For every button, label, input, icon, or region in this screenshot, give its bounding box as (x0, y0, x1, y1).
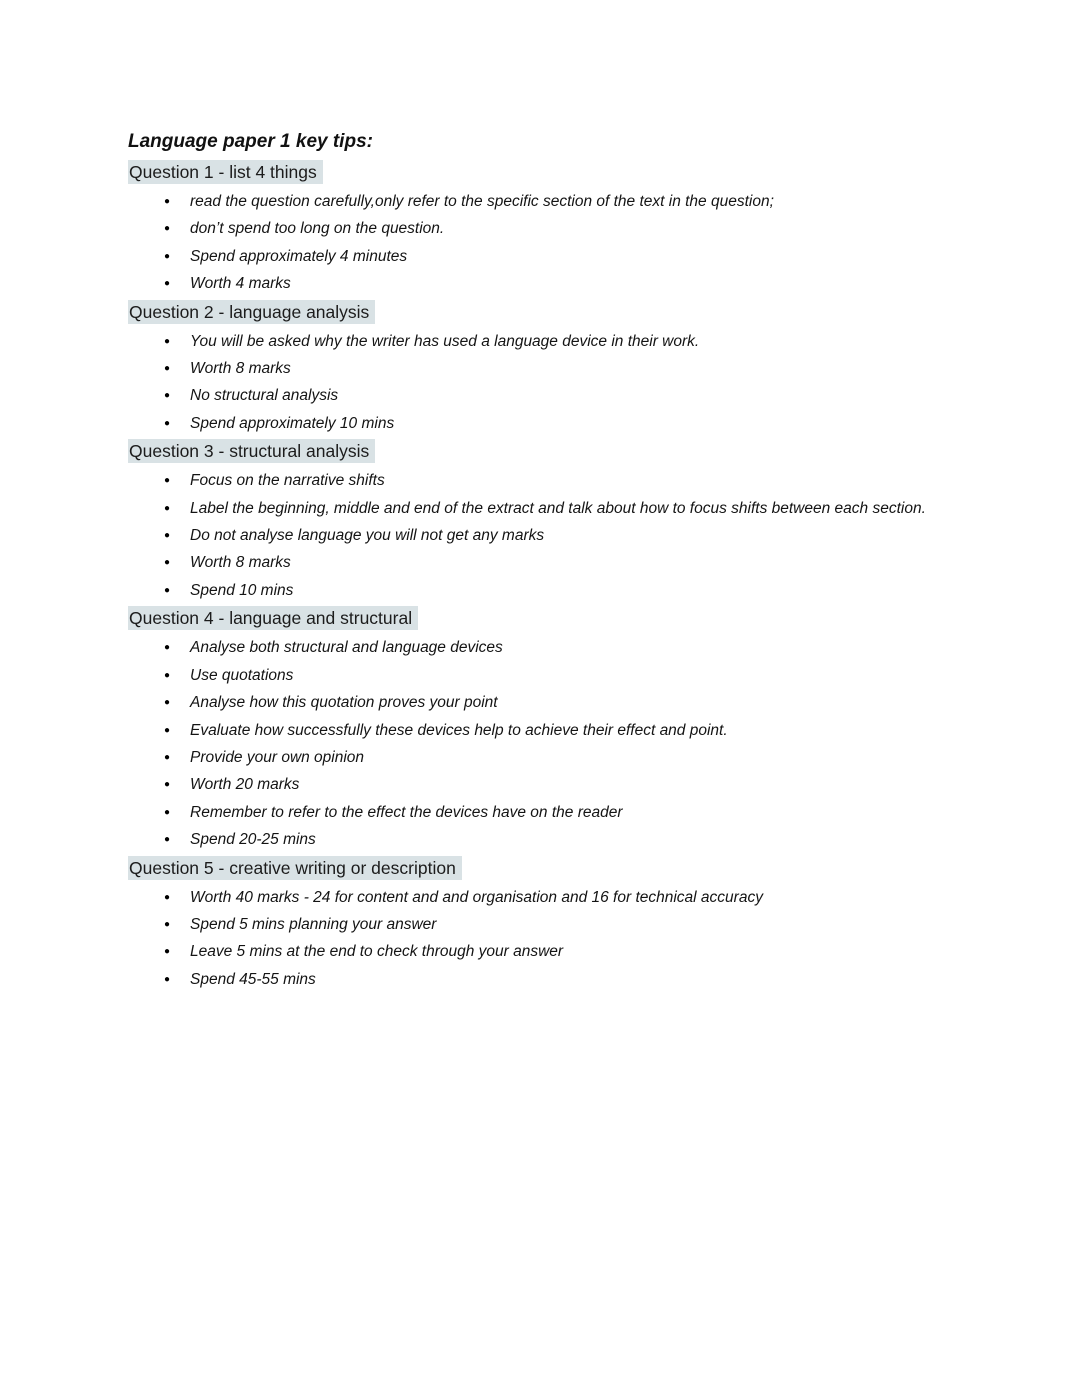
bullet-item (128, 549, 954, 576)
bullet-text: Analyse how this quotation proves your point (190, 694, 498, 712)
bullet-list (128, 188, 954, 298)
bullet-icon: ● (164, 806, 171, 818)
bullet-text: Worth 8 marks (190, 554, 291, 572)
bullet-item (128, 243, 954, 270)
bullet-text: Analyse both structural and language devices (190, 639, 503, 657)
bullet-icon: ● (164, 250, 171, 262)
bullet-item (128, 382, 954, 409)
bullet-icon: ● (164, 557, 171, 569)
bullet-item (128, 270, 954, 297)
bullet-icon: ● (164, 278, 171, 290)
bullet-text: Use quotations (190, 666, 294, 684)
bullet-icon: ● (164, 530, 171, 542)
bullet-text: read the question carefully,only refer to the specific section of the text in the question; (190, 193, 774, 210)
question-section (128, 854, 954, 994)
bullet-list (128, 467, 954, 604)
bullet-text: No structural analysis (190, 387, 339, 405)
section-heading: Question 2 - language analysis (128, 300, 375, 324)
bullet-item (128, 717, 954, 744)
bullet-text: Spend approximately 4 minutes (190, 247, 408, 265)
bullet-item (128, 744, 954, 771)
bullet-text: Provide your own opinion (190, 748, 365, 766)
bullet-item (128, 966, 954, 993)
bullet-item (128, 634, 954, 661)
bullet-item (128, 911, 954, 938)
bullet-item (128, 188, 954, 215)
section-heading: Question 5 - creative writing or description (128, 856, 462, 880)
question-section (128, 298, 954, 438)
bullet-list (128, 884, 954, 994)
question-section (128, 437, 954, 604)
bullet-text: don’t spend too long on the question. (190, 220, 445, 238)
bullet-item (128, 577, 954, 604)
bullet-item (128, 799, 954, 826)
bullet-icon: ● (164, 973, 171, 985)
section-heading: Question 3 - structural analysis (128, 439, 375, 463)
bullet-item (128, 662, 954, 689)
bullet-list (128, 634, 954, 853)
bullet-text: Worth 8 marks (190, 360, 291, 378)
bullet-item (128, 689, 954, 716)
bullet-icon: ● (164, 669, 171, 681)
section-heading-line (128, 854, 954, 884)
bullet-icon: ● (164, 475, 171, 487)
bullet-text: Evaluate how successfully these devices help to achieve their effect and point. (190, 721, 728, 739)
bullet-text: Remember to refer to the effect the devices have on the reader (190, 803, 623, 821)
bullet-icon: ● (164, 697, 171, 709)
bullet-text: Worth 4 marks (190, 275, 291, 293)
bullet-icon: ● (164, 390, 171, 402)
bullet-item (128, 884, 954, 911)
bullet-icon: ● (164, 779, 171, 791)
bullet-icon: ● (164, 335, 171, 347)
bullet-text: Leave 5 mins at the end to check through your answer (190, 943, 564, 961)
bullet-item (128, 410, 954, 437)
bullet-icon: ● (164, 834, 171, 846)
bullet-icon: ● (164, 918, 171, 930)
bullet-text: Focus on the narrative shifts (190, 472, 385, 490)
bullet-text: Spend 5 mins planning your answer (190, 915, 437, 933)
bullet-text: Spend 10 mins (190, 581, 294, 599)
bullet-list (128, 328, 954, 438)
bullet-item (128, 467, 954, 494)
bullet-item (128, 771, 954, 798)
bullet-item (128, 215, 954, 242)
bullet-icon: ● (164, 642, 171, 654)
bullet-icon: ● (164, 584, 171, 596)
section-heading-line (128, 604, 954, 634)
section-heading: Question 1 - list 4 things (128, 160, 323, 184)
bullet-text: Do not analyse language you will not get any marks (190, 527, 545, 545)
bullet-icon: ● (164, 417, 171, 429)
section-heading-line (128, 158, 954, 188)
question-section (128, 604, 954, 853)
bullet-text: Spend 20-25 mins (190, 831, 316, 849)
bullet-item (128, 328, 954, 355)
bullet-text: Worth 40 marks - 24 for content and and organisation and 16 for technical accuracy (190, 888, 763, 906)
bullet-text: Worth 20 marks (190, 776, 300, 794)
bullet-item (128, 522, 954, 549)
sections-container (128, 158, 954, 993)
bullet-text: Spend approximately 10 mins (190, 414, 395, 432)
bullet-icon: ● (164, 751, 171, 763)
bullet-text: You will be asked why the writer has used a language device in their work. (190, 332, 700, 350)
bullet-icon: ● (164, 724, 171, 736)
bullet-icon: ● (164, 363, 171, 375)
bullet-icon: ● (164, 946, 171, 958)
bullet-item (128, 826, 954, 853)
bullet-text: Spend 45-55 mins (190, 970, 316, 988)
bullet-item (128, 495, 954, 522)
bullet-icon: ● (164, 891, 171, 903)
section-heading-line (128, 298, 954, 328)
bullet-icon: ● (164, 502, 171, 514)
bullet-item (128, 355, 954, 382)
section-heading-line (128, 437, 954, 467)
bullet-item (128, 938, 954, 965)
bullet-icon: ● (164, 196, 171, 207)
bullet-icon: ● (164, 223, 171, 235)
section-heading: Question 4 - language and structural (128, 606, 418, 630)
question-section (128, 158, 954, 298)
document-title: Language paper 1 key tips: (128, 131, 373, 152)
bullet-text: Label the beginning, middle and end of the extract and talk about how to focus shifts between each section. (190, 499, 926, 517)
